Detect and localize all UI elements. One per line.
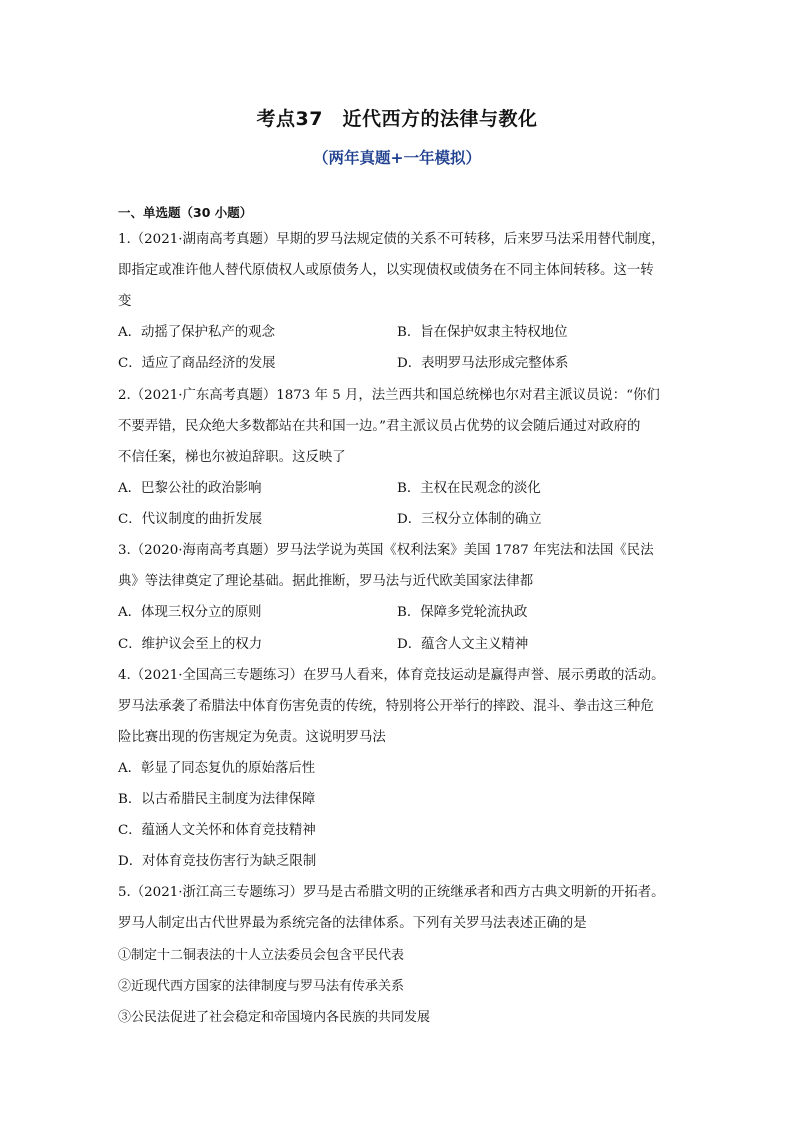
page-subtitle: （两年真题+一年模拟）	[313, 149, 481, 167]
option-d: D．三权分立体制的确立	[397, 512, 542, 527]
statement-2: ②近现代西方国家的法律制度与罗马法有传承关系	[118, 979, 405, 994]
question-stem-line: 罗马法承袭了希腊法中体育伤害免责的传统，特别将公开举行的摔跤、混斗、拳击这三种危	[118, 699, 654, 714]
question-stem-line: 险比赛出现的伤害规定为免责。这说明罗马法	[118, 730, 386, 745]
option-a: A．动摇了保护私产的观念	[118, 325, 275, 340]
question-stem-line: 不信任案，梯也尔被迫辞职。这反映了	[118, 450, 346, 465]
option-d: D．表明罗马法形成完整体系	[397, 356, 569, 371]
question-stem-line: 即指定或准许他人替代原债权人或原债务人，以实现债权或债务在不同主体间转移。这一转	[118, 263, 654, 278]
option-b: B．保障多党轮流执政	[397, 605, 528, 620]
option-a: A．巴黎公社的政治影响	[118, 481, 262, 496]
option-c: C．代议制度的曲折发展	[118, 512, 263, 527]
option-a: A．彰显了同态复仇的原始落后性	[118, 761, 316, 776]
option-d: D．对体育竞技伤害行为缺乏限制	[118, 854, 317, 869]
option-d: D．蕴含人文主义精神	[397, 637, 529, 652]
option-b: B．主权在民观念的淡化	[397, 481, 541, 496]
option-c: C．适应了商品经济的发展	[118, 356, 276, 371]
option-b: B．以古希腊民主制度为法律保障	[118, 792, 316, 807]
option-a: A．体现三权分立的原则	[118, 605, 262, 620]
question-stem-line: 3.（2020·海南高考真题）罗马法学说为英国《权利法案》美国 1787 年宪法和法国《民法	[118, 543, 654, 558]
question-stem-line: 典》等法律奠定了理论基础。据此推断，罗马法与近代欧美国家法律都	[118, 574, 534, 589]
statement-1: ①制定十二铜表法的十人立法委员会包含平民代表	[118, 948, 405, 963]
option-b: B．旨在保护奴隶主特权地位	[397, 325, 568, 340]
option-c: C．维护议会至上的权力	[118, 637, 263, 652]
statement-3: ③公民法促进了社会稳定和帝国境内各民族的共同发展	[118, 1010, 431, 1025]
question-stem-line: 5.（2021·浙江高三专题练习）罗马是古希腊文明的正统继承者和西方古典文明新的开拓者。	[118, 885, 665, 900]
question-stem-line: 4.（2021·全国高三专题练习）在罗马人看来，体育竞技运动是赢得声誉、展示勇敢的活动。	[118, 668, 665, 683]
question-stem-line: 2.（2021·广东高考真题）1873 年 5 月，法兰西共和国总统梯也尔对君主派议员说：“你们	[118, 388, 660, 403]
question-stem-line: 变	[118, 294, 132, 309]
page-title: 考点37 近代西方的法律与教化	[256, 108, 538, 130]
question-stem-line: 不要弄错，民众绝大多数都站在共和国一边。”君主派议员占优势的议会随后通过对政府的	[118, 419, 641, 434]
question-stem-line: 1.（2021·湖南高考真题）早期的罗马法规定债的关系不可转移，后来罗马法采用替代制度，	[118, 232, 665, 247]
section-heading: 一、单选题（30 小题）	[118, 205, 253, 220]
question-stem-line: 罗马人制定出古代世界最为系统完备的法律体系。下列有关罗马法表述正确的是	[118, 916, 587, 931]
option-c: C．蕴涵人文关怀和体育竞技精神	[118, 823, 316, 838]
